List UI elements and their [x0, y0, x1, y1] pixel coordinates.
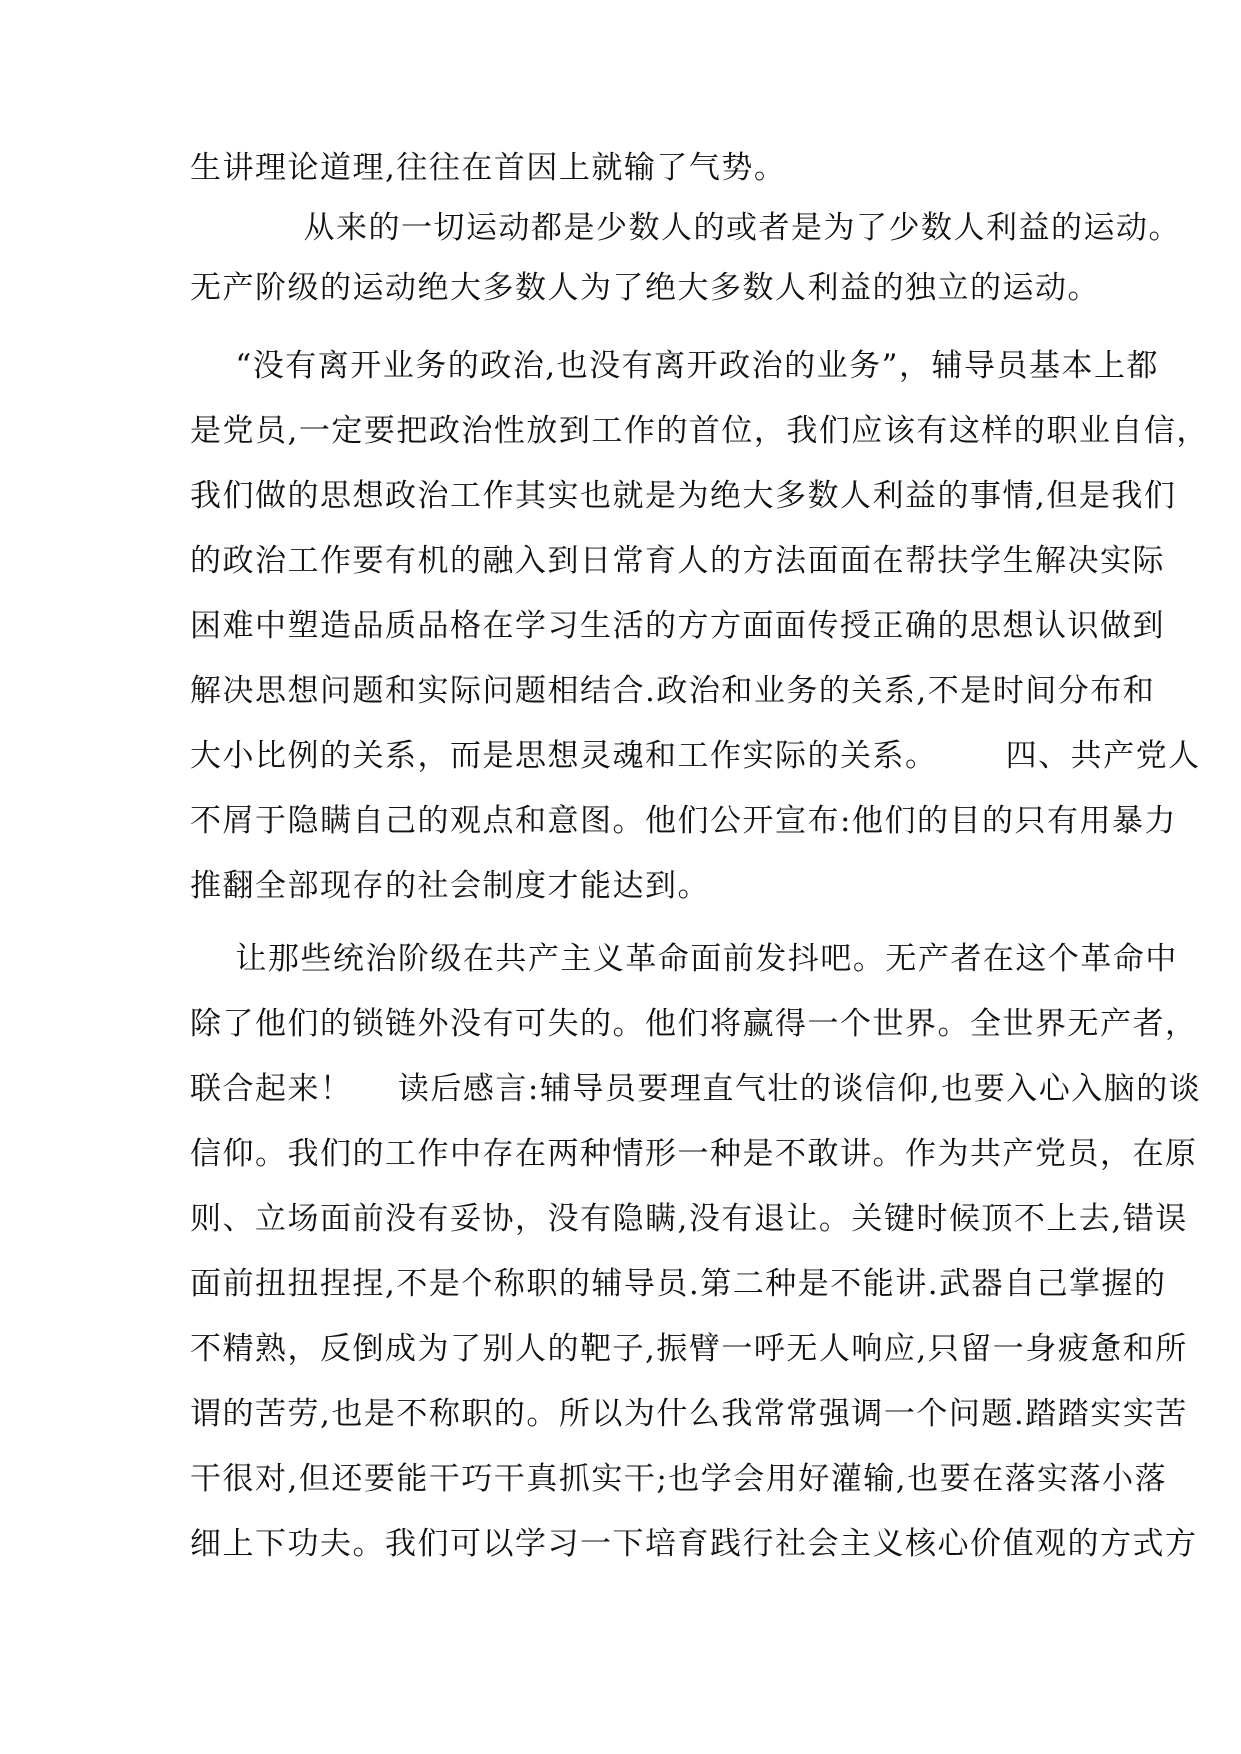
text-line: 生讲理论道理,往往在首因上就输了气势。: [190, 150, 787, 186]
text-line: 信仰。我们的工作中存在两种情形一种是不敢讲。作为共产党员，在原: [190, 1136, 1198, 1172]
text-line: 不精熟，反倒成为了别人的靶子,振臂一呼无人响应,只留一身疲惫和所: [190, 1331, 1188, 1367]
text-line: 解决思想问题和实际问题相结合.政治和业务的关系,不是时间分布和: [190, 673, 1156, 709]
text-line: 面前扭扭捏捏,不是个称职的辅导员.第二种是不能讲.武器自己掌握的: [190, 1266, 1167, 1302]
text-line: 联合起来！ 读后感言:辅导员要理直气壮的谈信仰,也要入心入脑的谈: [190, 1071, 1202, 1107]
text-line: 的政治工作要有机的融入到日常育人的方法面面在帮扶学生解决实际: [190, 543, 1165, 579]
text-line: 细上下功夫。我们可以学习一下培育践行社会主义核心价值观的方式方: [190, 1526, 1198, 1562]
text-line: 大小比例的关系，而是思想灵魂和工作实际的关系。 四、共产党人: [190, 738, 1201, 774]
text-line: 从来的一切运动都是少数人的或者是为了少数人利益的运动。: [190, 210, 1182, 246]
text-line: 推翻全部现存的社会制度才能达到。: [190, 868, 710, 904]
text-line: 则、立场面前没有妥协，没有隐瞒,没有退让。关键时候顶不上去,错误: [190, 1201, 1188, 1237]
text-line: “没有离开业务的政治,也没有离开政治的业务”，辅导员基本上都: [190, 348, 1159, 384]
text-line: 无产阶级的运动绝大多数人为了绝大多数人利益的独立的运动。: [190, 270, 1100, 306]
text-line: 除了他们的锁链外没有可失的。他们将赢得一个世界。全世界无产者，: [190, 1006, 1198, 1042]
text-line: 困难中塑造品质品格在学习生活的方方面面传授正确的思想认识做到: [190, 608, 1165, 644]
text-line: 我们做的思想政治工作其实也就是为绝大多数人利益的事情,但是我们: [190, 478, 1177, 514]
text-line: 不屑于隐瞒自己的观点和意图。他们公开宣布:他们的目的只有用暴力: [190, 803, 1177, 839]
text-line: 让那些统治阶级在共产主义革命面前发抖吧。无产者在这个革命中: [190, 941, 1178, 977]
text-line: 干很对,但还要能干巧干真抓实干;也学会用好灌输,也要在落实落小落: [190, 1461, 1168, 1497]
text-line: 谓的苦劳,也是不称职的。所以为什么我常常强调一个问题.踏踏实实苦: [190, 1396, 1188, 1432]
text-line: 是党员,一定要把政治性放到工作的首位，我们应该有这样的职业自信，: [190, 413, 1209, 449]
